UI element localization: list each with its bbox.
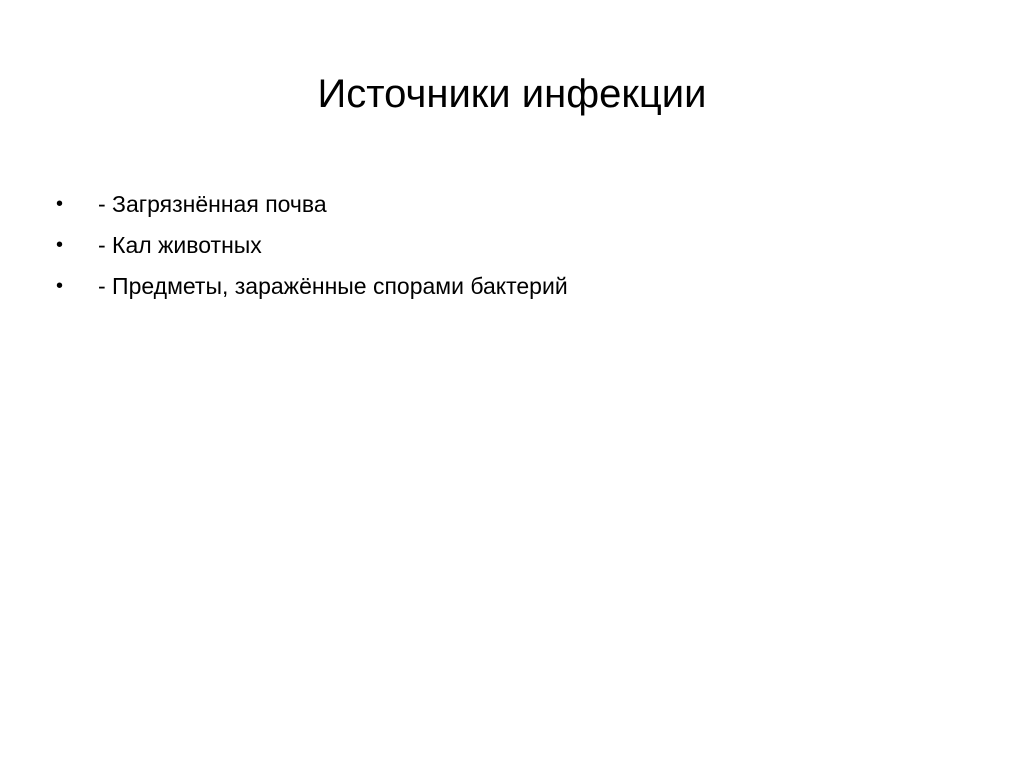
list-item-text: - Кал животных (98, 232, 262, 258)
bullet-icon: • (56, 193, 64, 215)
list-item-text: - Предметы, заражённые спорами бактерий (98, 273, 568, 299)
bullet-list (56, 184, 568, 307)
list-item (56, 184, 568, 225)
list-item (56, 266, 568, 307)
list-item-text: - Загрязнённая почва (98, 191, 327, 217)
list-item (56, 225, 568, 266)
bullet-icon: • (56, 234, 64, 256)
bullet-icon: • (56, 275, 64, 297)
slide-title: Источники инфекции (317, 72, 707, 116)
